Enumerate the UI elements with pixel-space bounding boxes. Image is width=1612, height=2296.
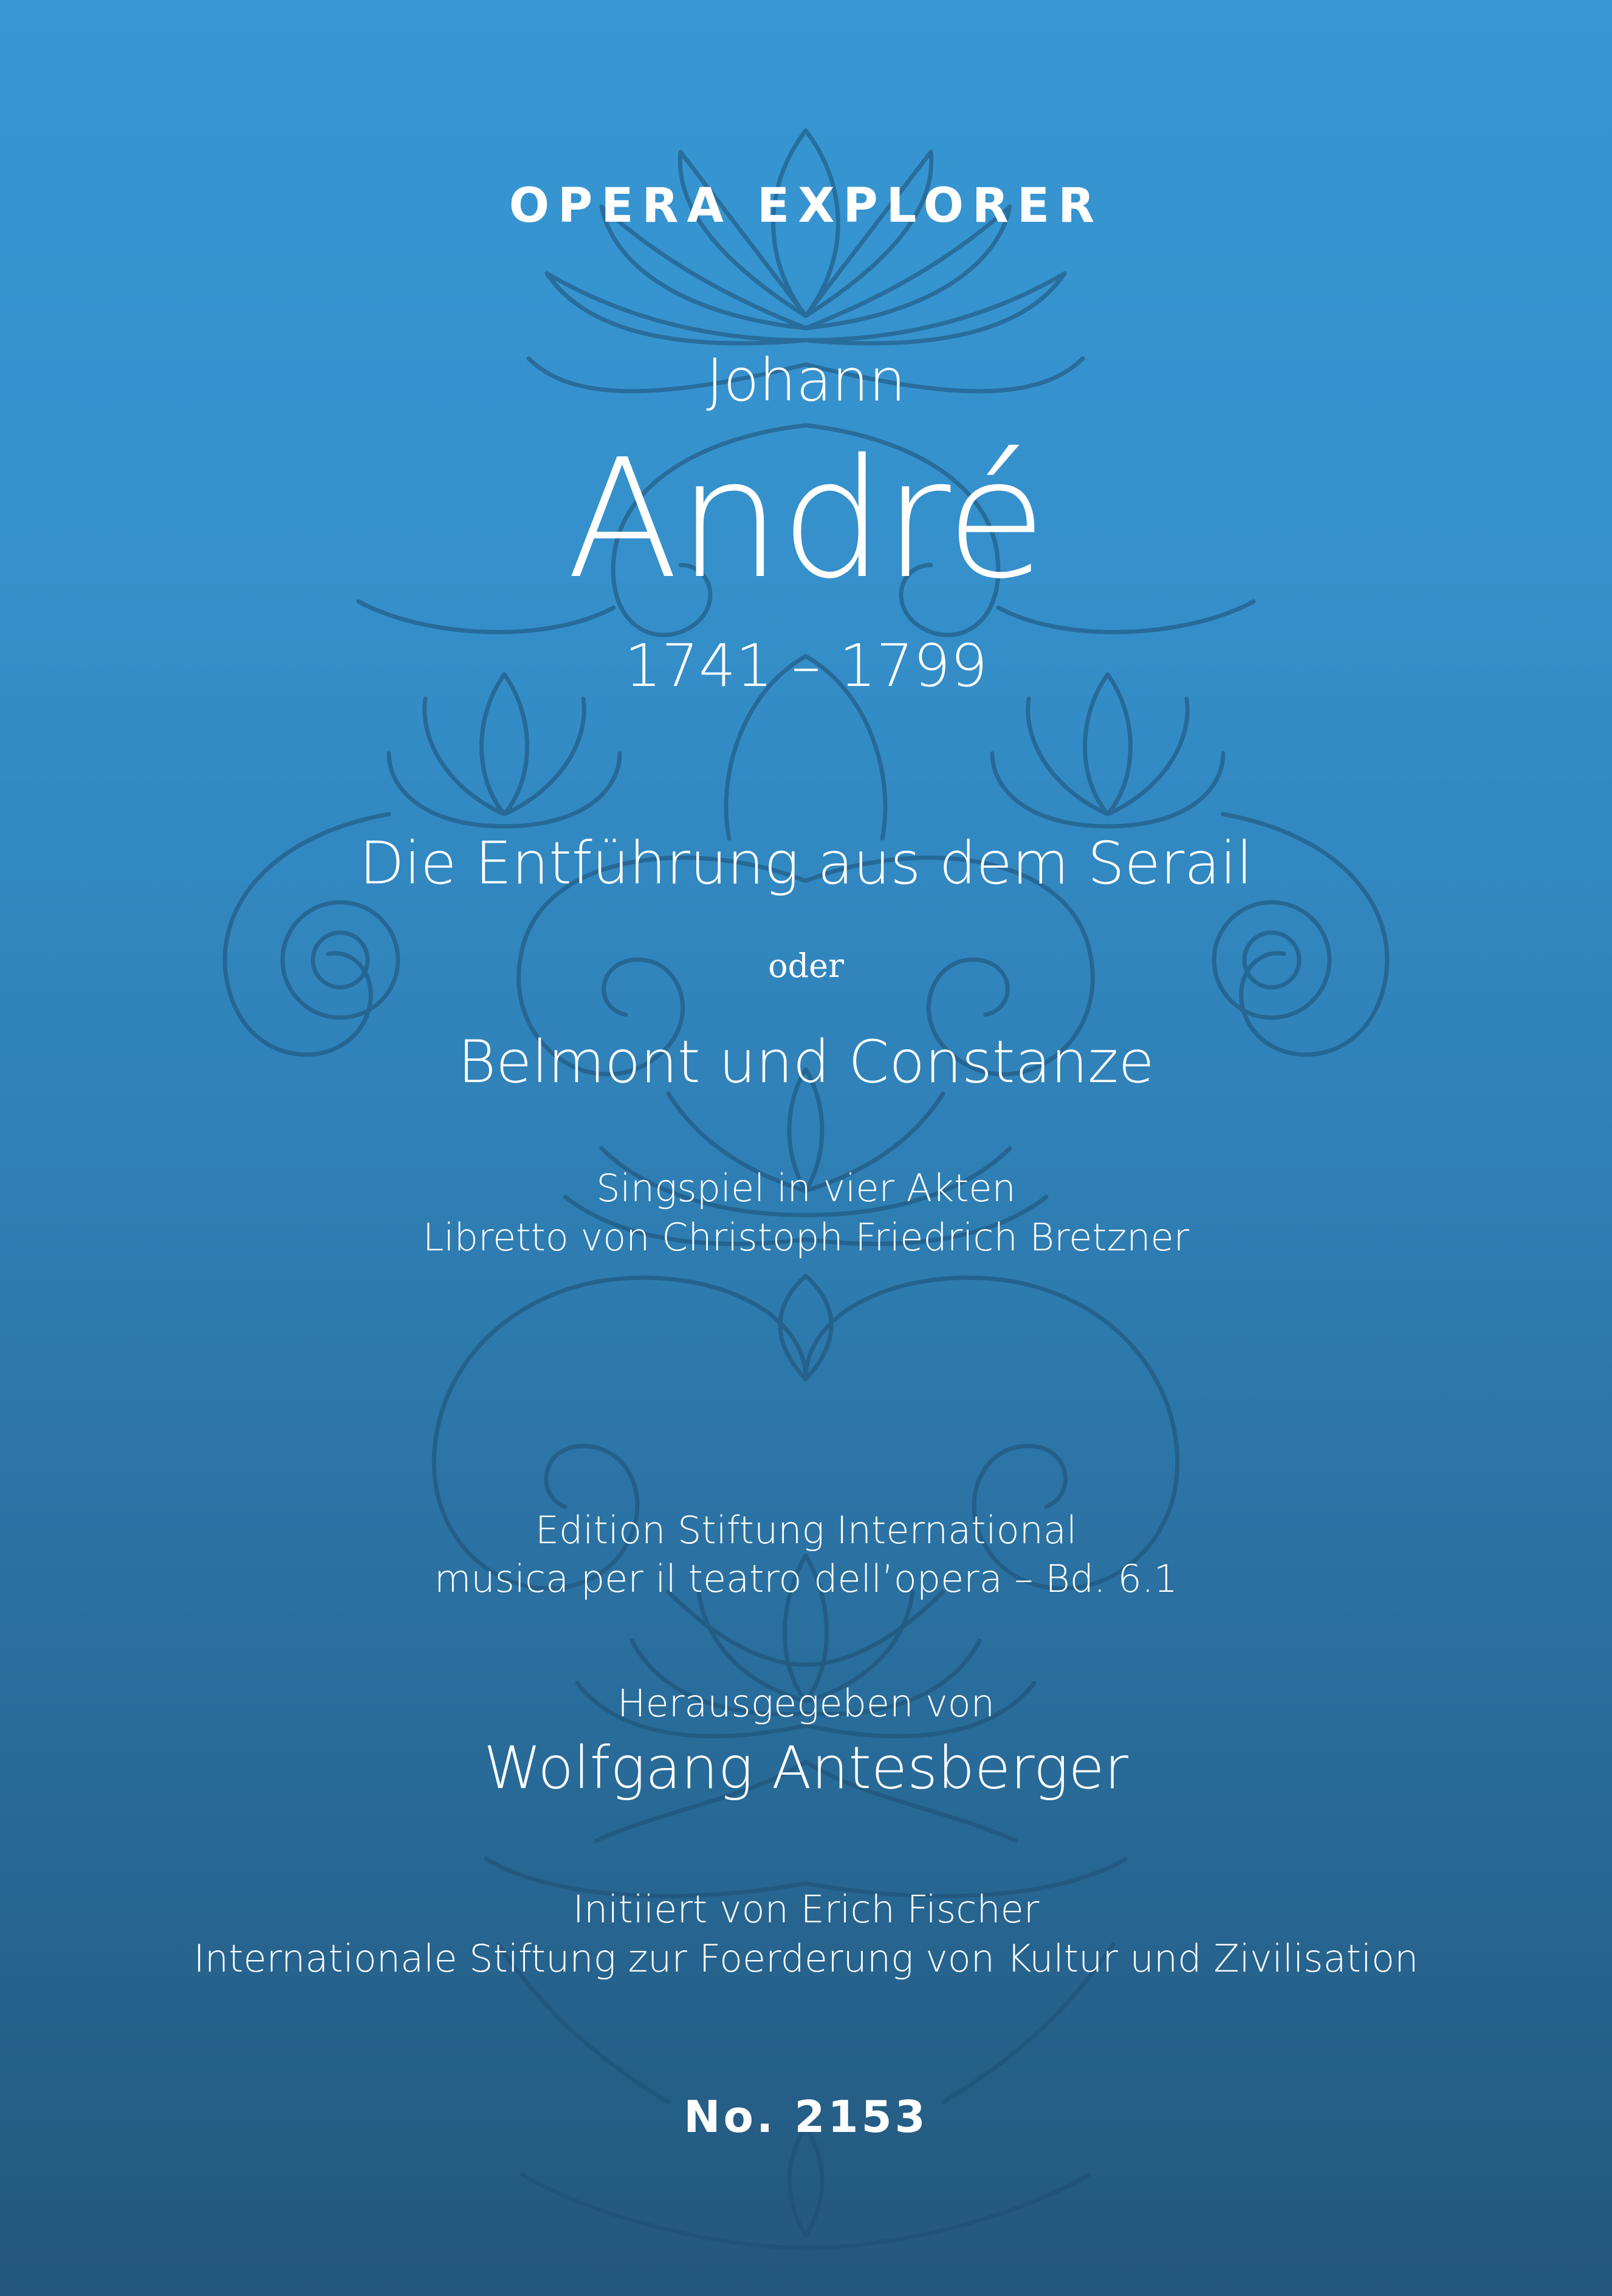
librettist-line: Libretto von Christoph Friedrich Bretzner [422, 1215, 1190, 1259]
foundation-line: Internationale Stiftung zur Foerderung von Kultur und Zivilisation [193, 1936, 1419, 1981]
genre-line: Singspiel in vier Akten [596, 1166, 1016, 1210]
opera-title: Die Entführung aus dem Serail [359, 829, 1253, 897]
catalog-number: No. 2153 [684, 2091, 928, 2142]
composer-last-name: André [566, 423, 1046, 615]
editor-label: Herausgegeben von [617, 1681, 995, 1725]
series-title: OPERA EXPLORER [509, 179, 1103, 233]
editor-name: Wolfgang Antesberger [483, 1734, 1129, 1802]
initiator-line: Initiiert von Erich Fischer [572, 1887, 1040, 1931]
title-connector: oder [768, 947, 844, 985]
composer-dates: 1741 – 1799 [624, 632, 988, 700]
composer-first-name: Johann [706, 346, 906, 414]
edition-line: Edition Stiftung International [535, 1508, 1077, 1552]
lower-volutes [434, 1278, 1177, 1665]
base-ornament [486, 1762, 1125, 2248]
edition-series-line: musica per il teatro dell’opera – Bd. 6.1 [434, 1557, 1178, 1601]
opera-subtitle: Belmont und Constanze [458, 1028, 1154, 1096]
